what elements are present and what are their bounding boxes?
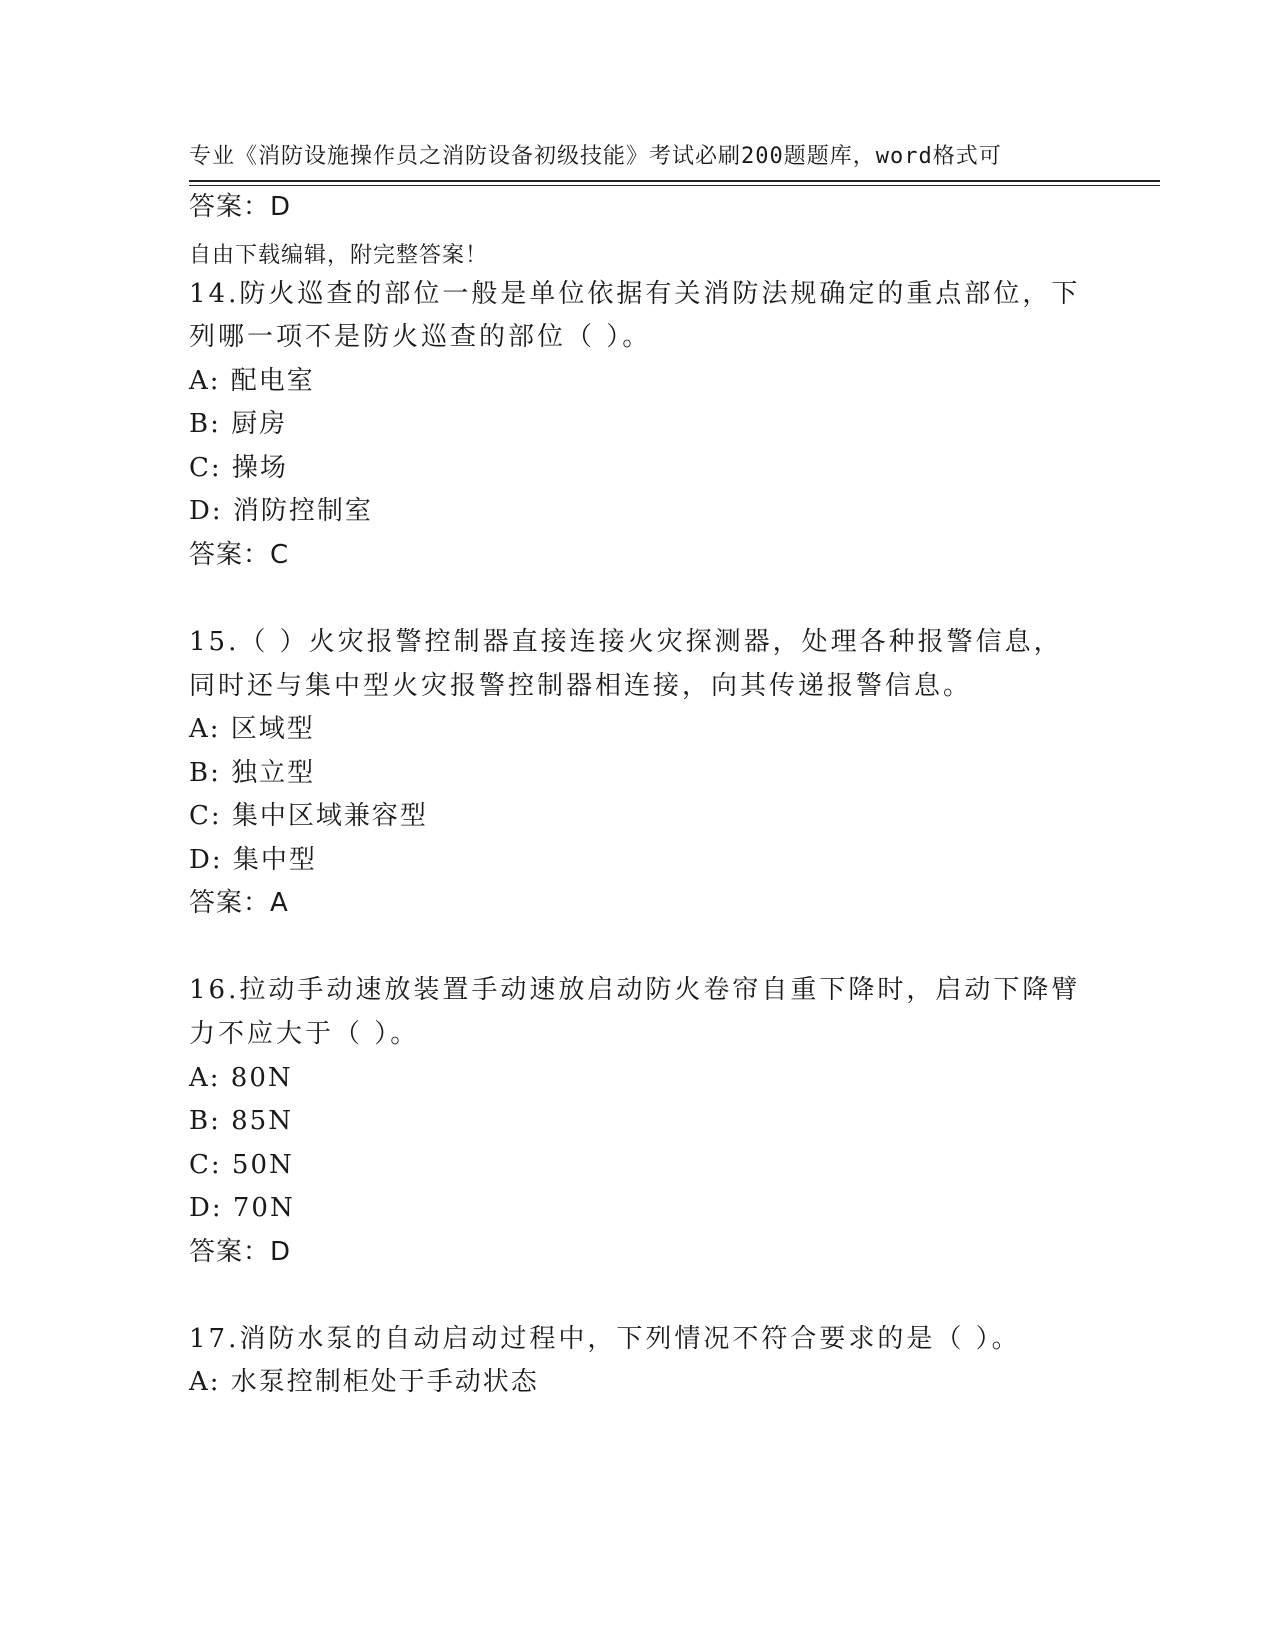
q15-text-line-2: 同时还与集中型火灾报警控制器相连接，向其传递报警信息。: [189, 671, 973, 701]
prev-answer: 答案：D: [189, 192, 292, 222]
q17-option-a: A: 水泵控制柜处于手动状态: [189, 1367, 539, 1397]
q16-answer: 答案：D: [189, 1237, 292, 1267]
q15-option-c: C: 集中区域兼容型: [189, 801, 428, 831]
header-rule-thick: [189, 180, 1160, 182]
q15-option-b: B: 独立型: [189, 758, 316, 788]
q15-answer: 答案：A: [189, 888, 289, 918]
q15-option-d: D: 集中型: [189, 845, 317, 875]
q14-text-line-2: 列哪一项不是防火巡查的部位（ ）。: [189, 322, 652, 352]
q16-option-d: D: 70N: [189, 1193, 295, 1223]
q14-option-c: C: 操场: [189, 453, 288, 483]
q15-option-a: A: 区域型: [189, 714, 315, 744]
q16-option-b: B: 85N: [189, 1106, 293, 1136]
q14-option-d: D: 消防控制室: [189, 496, 373, 526]
q16-option-c: C: 50N: [189, 1150, 294, 1180]
header-line-1: 专业《消防设施操作员之消防设备初级技能》考试必刷200题题库，word格式可: [189, 144, 1002, 169]
header-rule-thin: [189, 185, 1160, 186]
q14-option-b: B: 厨房: [189, 409, 288, 439]
q16-option-a: A: 80N: [189, 1063, 293, 1093]
q14-option-a: A: 配电室: [189, 366, 315, 396]
q14-text-line-1: 14.防火巡查的部位一般是单位依据有关消防法规确定的重点部位，下: [189, 279, 1081, 309]
q17-text-line-1: 17.消防水泵的自动启动过程中，下列情况不符合要求的是（ ）。: [189, 1324, 1021, 1354]
q16-text-line-1: 16.拉动手动速放装置手动速放启动防火卷帘自重下降时，启动下降臂: [189, 975, 1081, 1005]
q14-answer: 答案：C: [189, 540, 290, 570]
q15-text-line-1: 15.（ ）火灾报警控制器直接连接火灾探测器，处理各种报警信息，: [189, 627, 1063, 657]
q16-text-line-2: 力不应大于（ ）。: [189, 1019, 420, 1049]
header-line-2: 自由下载编辑，附完整答案！: [189, 243, 489, 268]
